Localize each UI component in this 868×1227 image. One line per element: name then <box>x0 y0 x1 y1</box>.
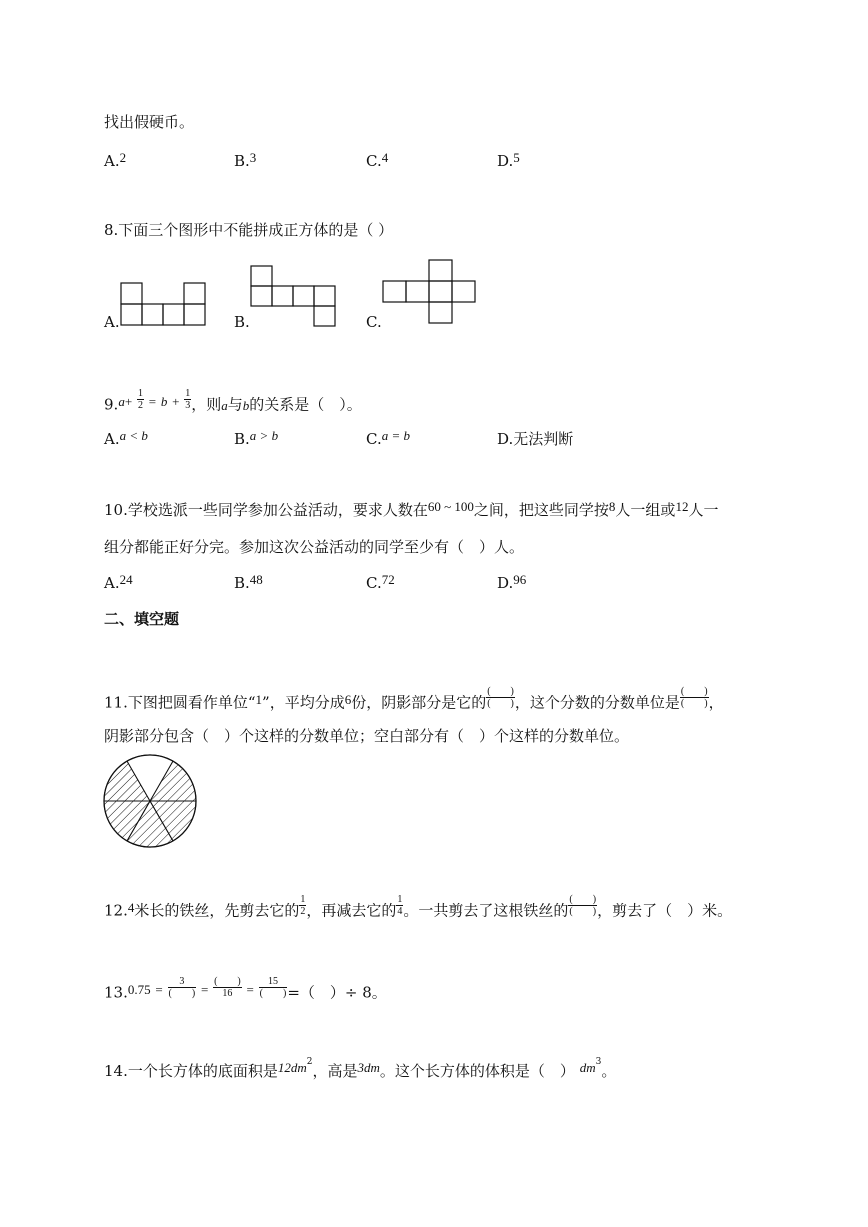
q9-option-c[interactable] <box>366 429 410 450</box>
option-label: D. <box>497 574 514 592</box>
option-value: 无法判断 <box>513 430 574 448</box>
fraction-blank[interactable] <box>486 686 515 709</box>
text: ，再减去它的 <box>306 901 397 920</box>
math-plus: + <box>172 393 180 409</box>
q9-option-a[interactable] <box>104 429 148 450</box>
number: 0.75 <box>127 981 151 997</box>
option-label: C. <box>366 574 382 592</box>
text: ，剪去了（ ）米。 <box>597 901 733 920</box>
fraction-blank[interactable] <box>168 976 197 999</box>
fraction-denominator: ( ) <box>680 698 708 709</box>
text: 10.学校选派一些同学参加公益活动，要求人数在 <box>104 501 428 519</box>
q10-option-c[interactable] <box>366 573 395 594</box>
text: ，高是 <box>312 1062 358 1080</box>
math-equals: = <box>200 981 209 997</box>
section-heading: 二、填空题 <box>104 610 180 628</box>
text: ，这个分数的分数单位是 <box>514 693 680 712</box>
math-equals: = <box>155 981 163 997</box>
fraction-denominator: 4 <box>397 906 403 917</box>
option-value: 3 <box>249 150 257 165</box>
text: 。 <box>601 1062 617 1080</box>
text: 人一组或 <box>615 501 676 519</box>
q8-net-c <box>382 258 478 326</box>
question-number: 9. <box>104 395 119 414</box>
math-plus: + <box>124 393 133 409</box>
text: 14.一个长方体的底面积是 <box>104 1062 278 1080</box>
text: 与 <box>227 395 243 414</box>
q10-option-d[interactable] <box>497 573 526 594</box>
option-label: B. <box>234 574 250 592</box>
fraction-numerator: ( ) <box>214 976 241 987</box>
math-equals: = <box>148 393 157 409</box>
option-label: A. <box>104 430 120 448</box>
q10-stem-line1 <box>104 500 718 521</box>
option-label: B. <box>234 430 250 448</box>
number: 1 <box>255 691 263 707</box>
text: =（ ）÷ 8。 <box>287 983 387 1002</box>
height-value: 3dm <box>357 1060 380 1075</box>
option-value: 96 <box>513 572 527 587</box>
number: 12 <box>675 499 689 514</box>
fraction-quarter <box>396 894 403 917</box>
option-value: 4 <box>381 150 389 165</box>
number: 6 <box>344 691 352 707</box>
text: 份，阴影部分是它的 <box>351 693 487 712</box>
math-equals: = <box>246 981 254 997</box>
q7-option-c[interactable] <box>366 151 388 172</box>
fraction-blank[interactable] <box>680 686 709 709</box>
fraction-numerator: ( ) <box>680 686 708 697</box>
q8-net-b <box>250 264 338 328</box>
exponent: 3 <box>595 1057 602 1067</box>
fraction-numerator: 1 <box>137 388 143 399</box>
fraction-numerator: 1 <box>397 894 403 905</box>
area-value: 12dm <box>277 1060 307 1075</box>
text: 人一 <box>688 501 719 519</box>
q7-tail: 找出假硬币。 <box>104 113 195 131</box>
fraction-numerator: 1 <box>185 388 191 399</box>
option-value: 72 <box>381 572 395 587</box>
q11-stem-line1 <box>104 686 724 715</box>
option-value: 48 <box>249 572 263 587</box>
range-value: 60 ~ 100 <box>427 499 474 514</box>
fraction-denominator: 2 <box>137 400 143 411</box>
q8-stem: 8.下面三个图形中不能拼成正方体的是（ ） <box>104 221 394 239</box>
option-label: D. <box>497 152 514 170</box>
q11-stem-line2: 阴影部分包含（ ）个这样的分数单位；空白部分有（ ）个这样的分数单位。 <box>104 727 630 745</box>
text: ， <box>708 693 724 712</box>
math-a: a <box>221 397 228 413</box>
option-label: D. <box>497 430 514 448</box>
q8-option-b[interactable]: B. <box>234 313 250 331</box>
q7-option-a[interactable] <box>104 151 126 172</box>
fraction-denominator: 2 <box>300 906 306 917</box>
fraction-third <box>184 388 191 411</box>
q13-stem <box>104 976 387 1005</box>
circle-figure <box>100 752 200 852</box>
fraction-numerator: 1 <box>300 894 306 905</box>
q14-stem <box>104 1058 616 1082</box>
fraction-denominator: ( ) <box>168 988 196 999</box>
fraction-blank[interactable] <box>259 976 288 999</box>
math-b: b <box>160 393 168 409</box>
q10-stem-line2: 组分都能正好分完。参加这次公益活动的同学至少有（ ）人。 <box>104 538 525 556</box>
math-a: a <box>118 393 125 409</box>
option-value: 5 <box>513 150 520 165</box>
fraction-denominator: ( ) <box>259 988 287 999</box>
q9-stem <box>104 388 362 417</box>
number: 8 <box>608 499 616 514</box>
fraction-denominator: 16 <box>222 988 233 999</box>
text: ”，平均分成 <box>262 693 345 712</box>
option-value: 2 <box>119 150 127 165</box>
math-b: b <box>242 397 250 413</box>
q9-option-d[interactable] <box>497 429 573 449</box>
text: 米长的铁丝，先剪去它的 <box>134 901 300 920</box>
option-label: A. <box>104 574 120 592</box>
fraction-numerator: ( ) <box>487 686 514 697</box>
q8-net-a <box>120 281 208 327</box>
q9-option-b[interactable] <box>234 429 278 450</box>
option-value: a = b <box>381 428 410 443</box>
fraction-half <box>299 894 306 917</box>
fraction-half <box>137 388 144 411</box>
text: 13. <box>104 983 128 1002</box>
q10-option-b[interactable] <box>234 573 263 594</box>
unit: dm <box>579 1060 596 1075</box>
fraction-denominator: 3 <box>185 400 191 411</box>
text: 。这个长方体的体积是（ ） <box>379 1062 575 1080</box>
q7-option-d[interactable] <box>497 151 520 172</box>
text: 之间，把这些同学按 <box>473 501 609 519</box>
text: 11.下图把圆看作单位“ <box>104 693 256 712</box>
fraction-numerator: 3 <box>168 976 197 988</box>
fraction-blank[interactable] <box>213 976 242 999</box>
option-label: C. <box>366 152 382 170</box>
text: 12. <box>104 901 128 920</box>
number: 4 <box>127 899 135 915</box>
q8-option-c[interactable]: C. <box>366 313 382 331</box>
text: 的关系是（ ）。 <box>249 395 362 414</box>
q10-option-a[interactable] <box>104 573 133 594</box>
text: ，则 <box>191 395 222 414</box>
q12-stem <box>104 894 733 923</box>
exponent: 2 <box>306 1057 313 1067</box>
option-label: B. <box>234 152 250 170</box>
q8-option-a[interactable]: A. <box>104 313 120 331</box>
fraction-denominator: ( ) <box>487 698 514 709</box>
text: 。一共剪去了这根铁丝的 <box>403 901 569 920</box>
fraction-numerator: ( ) <box>569 894 597 905</box>
q7-option-b[interactable] <box>234 151 256 172</box>
option-value: 24 <box>119 572 133 587</box>
option-value: a < b <box>119 428 148 443</box>
option-label: C. <box>366 430 382 448</box>
fraction-blank[interactable] <box>568 894 597 917</box>
option-label: A. <box>104 152 120 170</box>
fraction-denominator: ( ) <box>569 906 597 917</box>
option-value: a > b <box>249 428 279 443</box>
fraction-numerator: 15 <box>259 976 288 988</box>
